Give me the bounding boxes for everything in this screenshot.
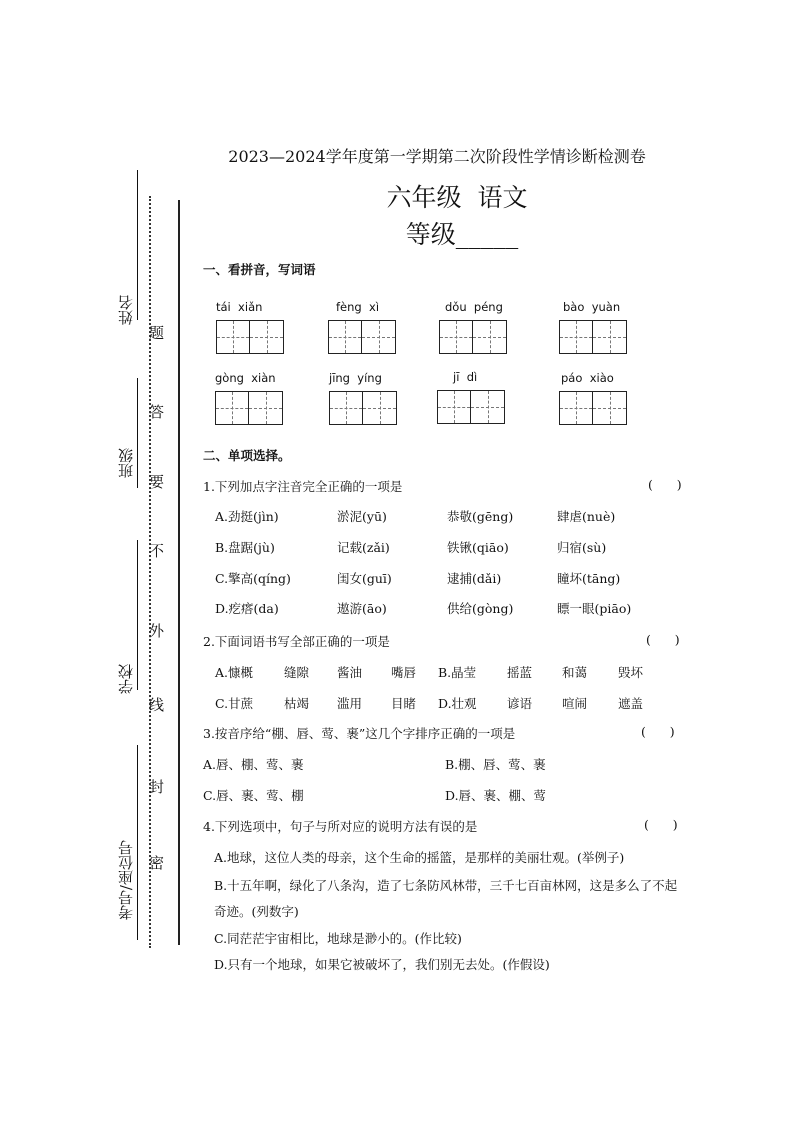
school-label: 学校 — [117, 664, 135, 694]
option-cell: A.慷概 — [215, 665, 254, 680]
option-cell: B.盘踞(jù) — [215, 540, 275, 555]
option-cell: 遮盖 — [618, 696, 644, 711]
pinyin-text: fèng xì — [336, 300, 380, 314]
answer-box[interactable] — [328, 320, 362, 354]
option-cell: C.甘蔗 — [215, 696, 254, 711]
option-cell: 遨游(āo) — [337, 601, 387, 616]
seal-char: 要 — [149, 473, 165, 491]
option-cell: B.晶莹 — [438, 665, 477, 680]
seal-char: 线 — [149, 696, 165, 714]
answer-parentheses[interactable]: ( ) — [644, 817, 678, 832]
section2-heading: 二、单项选择。 — [203, 448, 291, 463]
option-line: B.十五年啊，绿化了八条沟，造了七条防风林带，三千七百亩林网，这是多么了不起 — [214, 878, 678, 893]
pinyin-text: gòng xiàn — [215, 371, 276, 385]
answer-box[interactable] — [216, 320, 250, 354]
section1-heading: 一、看拼音，写词语 — [203, 262, 316, 277]
seal-char: 答 — [149, 403, 165, 421]
option-cell: 滥用 — [337, 696, 363, 711]
pinyin-text: páo xiào — [561, 371, 614, 385]
option-cell: 恭敬(gēng) — [447, 509, 514, 524]
option-cell: 缝隙 — [284, 665, 310, 680]
option-line: A.地球，这位人类的母亲，这个生命的摇篮，是那样的美丽壮观。(举例子) — [214, 850, 625, 865]
option-line: 奇迹。(列数字) — [214, 904, 299, 919]
option-cell: 酱油 — [337, 665, 363, 680]
class-blank-line[interactable] — [137, 378, 138, 488]
answer-parentheses[interactable]: ( ) — [646, 632, 680, 647]
option-cell: A.劲挺(jìn) — [215, 509, 279, 524]
answer-box[interactable] — [250, 320, 284, 354]
seal-char: 封 — [149, 778, 165, 796]
answer-box[interactable] — [362, 320, 396, 354]
name-label: 姓名 — [117, 295, 135, 325]
answer-box[interactable] — [471, 390, 505, 424]
question-stem: 1.下列加点字注音完全正确的一项是 — [203, 479, 403, 494]
answer-parentheses[interactable]: ( ) — [641, 724, 675, 739]
answer-parentheses[interactable]: ( ) — [648, 477, 682, 492]
answer-box[interactable] — [593, 391, 627, 425]
answer-box[interactable] — [215, 391, 249, 425]
option-cell: 铁锹(qiāo) — [447, 540, 509, 555]
option-cell: 淤泥(yū) — [337, 509, 387, 524]
seal-char: 密 — [149, 854, 165, 872]
seal-char: 题 — [149, 324, 165, 342]
option-cell: 归宿(sù) — [557, 540, 607, 555]
option-cell: D.唇、裹、棚、莺 — [445, 788, 547, 803]
grade-label: 等级_____ — [405, 220, 519, 249]
option-cell: 毁坏 — [618, 665, 644, 680]
option-cell: 供给(gòng) — [447, 601, 514, 616]
option-cell: 枯竭 — [284, 696, 310, 711]
pinyin-text: dǒu péng — [445, 300, 503, 314]
answer-box[interactable] — [559, 391, 593, 425]
answer-box[interactable] — [329, 391, 363, 425]
option-cell: 喧闹 — [562, 696, 588, 711]
seal-char: 不 — [149, 542, 165, 560]
option-cell: D.壮观 — [438, 696, 477, 711]
option-cell: 记载(zǎi) — [337, 540, 390, 555]
pinyin-text: bào yuàn — [563, 300, 621, 314]
option-cell: 嘴唇 — [391, 665, 417, 680]
pinyin-text: jī dì — [453, 370, 478, 384]
answer-box[interactable] — [249, 391, 283, 425]
class-label: 班级 — [117, 448, 135, 478]
option-cell: 谚语 — [507, 696, 533, 711]
subject-title: 六年级 语文 — [386, 183, 528, 212]
option-cell: 闺女(guī) — [337, 571, 392, 586]
answer-box[interactable] — [593, 320, 627, 354]
option-line: D.只有一个地球，如果它被破坏了，我们别无去处。(作假设) — [214, 957, 550, 972]
option-cell: B.棚、唇、莺、裹 — [445, 757, 546, 772]
option-cell: D.疙瘩(da) — [215, 601, 279, 616]
answer-box[interactable] — [559, 320, 593, 354]
exam-no-blank-line[interactable] — [137, 745, 138, 940]
exam-title: 2023—2024学年度第一学期第二次阶段性学情诊断检测卷 — [228, 147, 646, 166]
option-line: C.同茫茫宇宙相比，地球是渺小的。(作比较) — [214, 931, 462, 946]
pinyin-text: tái xiǎn — [216, 300, 263, 314]
exam-no-label: 考号/座位号 — [117, 840, 135, 921]
pinyin-text: jīng yíng — [329, 371, 382, 385]
answer-box[interactable] — [439, 320, 473, 354]
seal-char: 外 — [149, 622, 165, 640]
option-cell: 肆虐(nuè) — [557, 509, 616, 524]
answer-box[interactable] — [473, 320, 507, 354]
seal-solid-line — [178, 200, 180, 945]
seal-dotted-line — [149, 196, 151, 948]
option-cell: 摇蓝 — [507, 665, 533, 680]
question-stem: 3.按音序给“棚、唇、莺、裹”这几个字排序正确的一项是 — [203, 726, 516, 741]
option-cell: 和蔼 — [562, 665, 588, 680]
school-blank-line[interactable] — [137, 540, 138, 690]
option-cell: 逮捕(dǎi) — [447, 571, 502, 586]
option-cell: C.擎高(qíng) — [215, 571, 291, 586]
option-cell: C.唇、裹、莺、棚 — [203, 788, 304, 803]
option-cell: A.唇、棚、莺、裹 — [203, 757, 304, 772]
question-stem: 4.下列选项中，句子与所对应的说明方法有误的是 — [203, 819, 478, 834]
option-cell: 瞟一眼(piāo) — [557, 601, 632, 616]
question-stem: 2.下面词语书写全部正确的一项是 — [203, 634, 390, 649]
answer-box[interactable] — [363, 391, 397, 425]
option-cell: 目睹 — [391, 696, 417, 711]
answer-box[interactable] — [437, 390, 471, 424]
option-cell: 瞳坏(tāng) — [557, 571, 621, 586]
